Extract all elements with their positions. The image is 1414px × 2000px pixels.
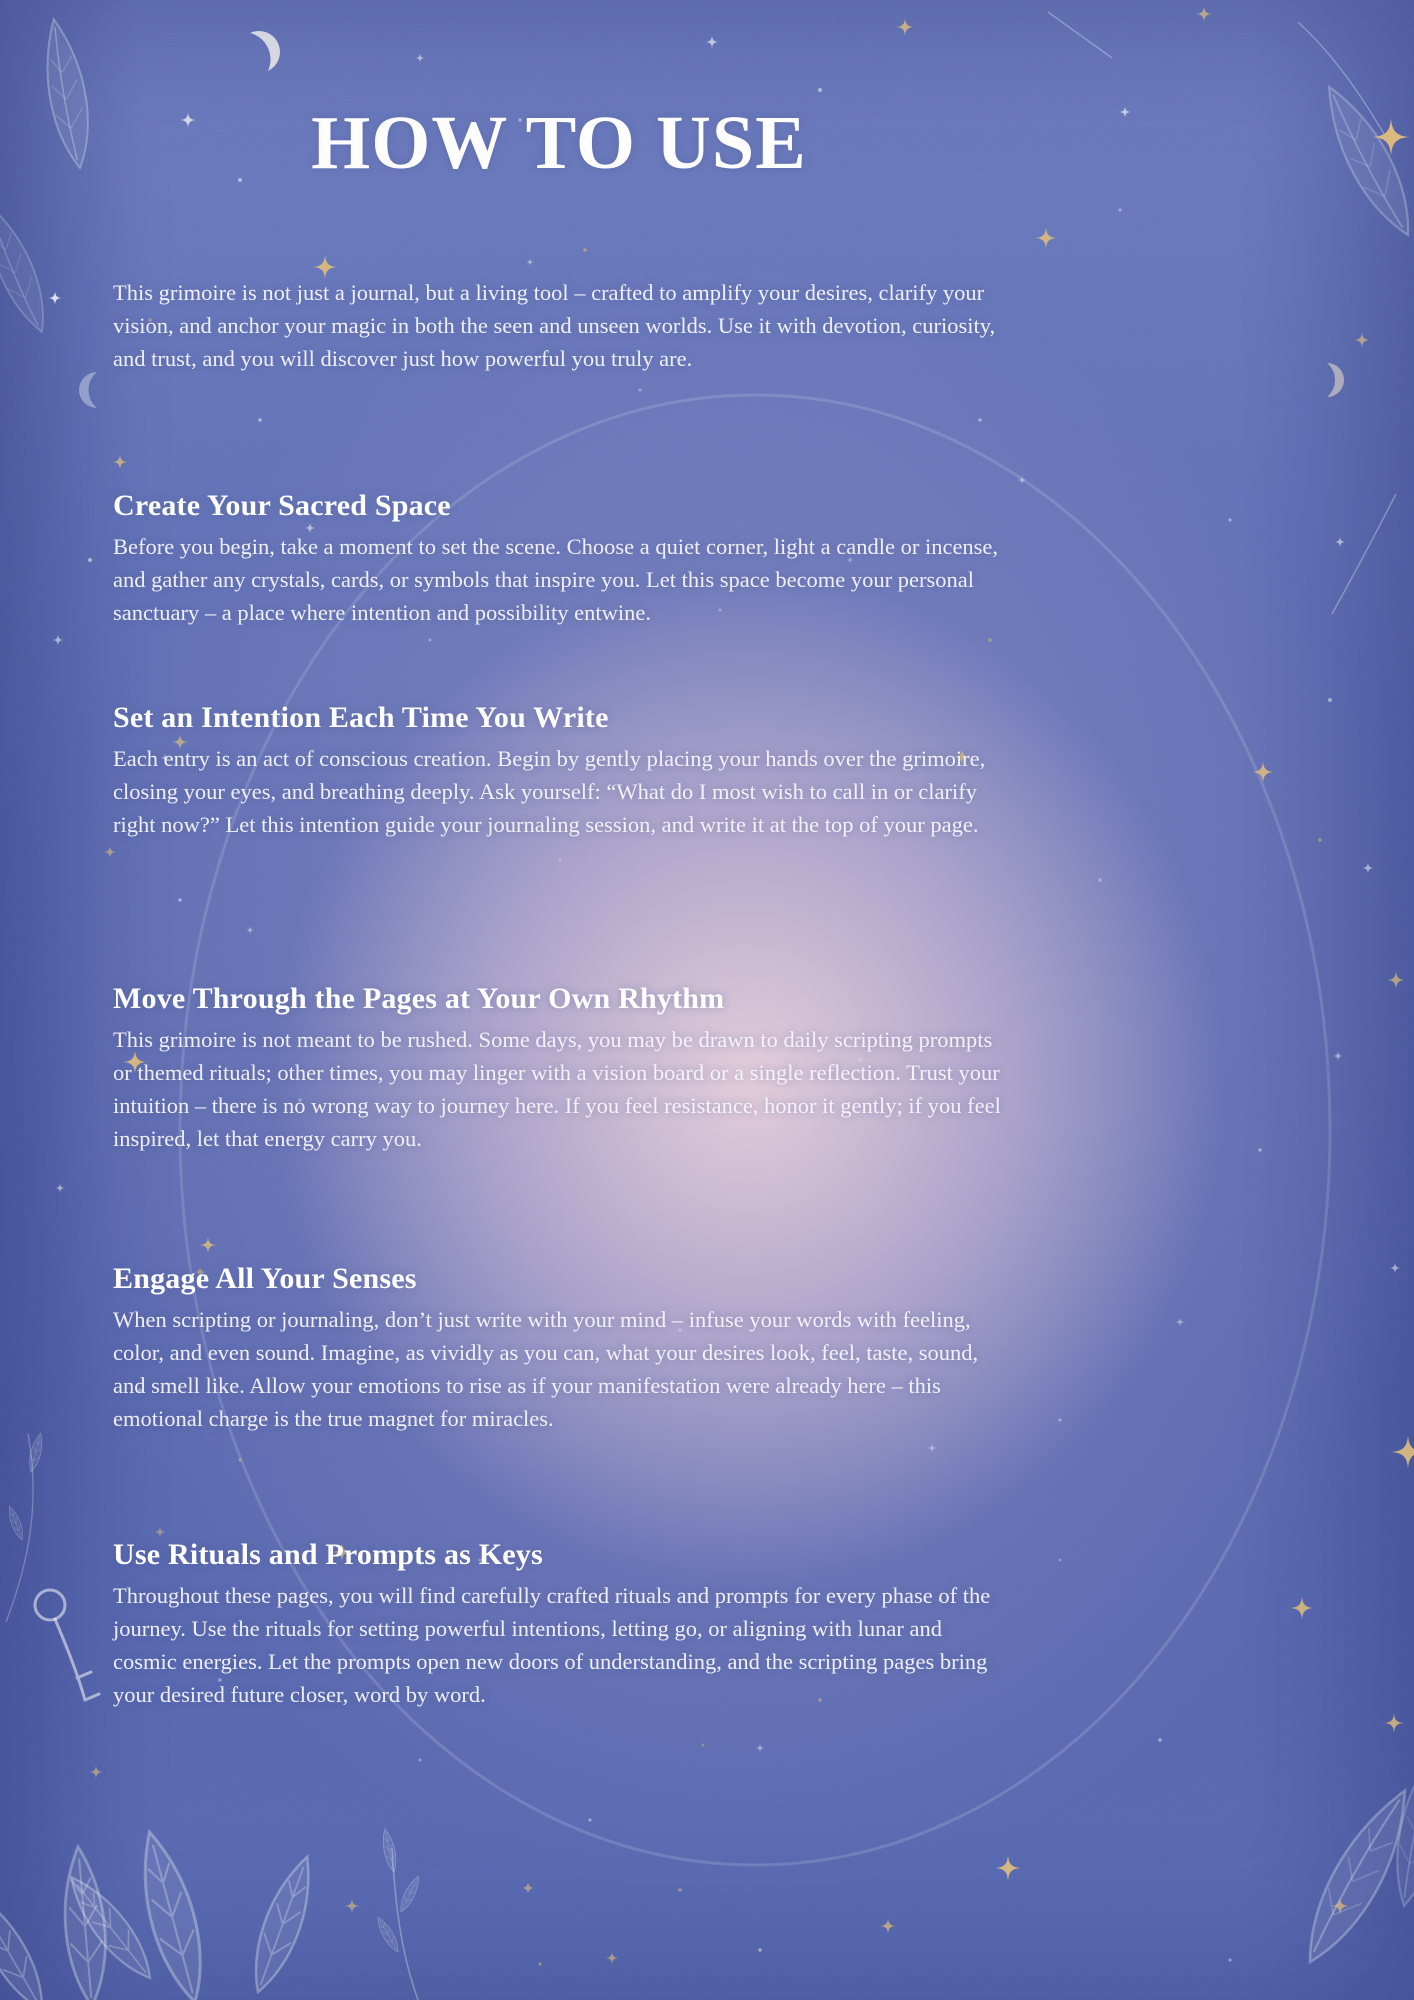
page-title: HOW TO USE: [311, 101, 807, 185]
section-set-intention: [113, 700, 1005, 841]
section-heading: Use Rituals and Prompts as Keys: [113, 1538, 543, 1571]
section-heading: Move Through the Pages at Your Own Rhythm: [113, 982, 725, 1015]
section-rituals-prompts: [113, 1537, 1005, 1711]
section-body: Before you begin, take a moment to set the scene. Choose a quiet corner, light a candle or incense, and gather any crystals, cards, or symbols that inspire you. Let this space become your personal sanctuary – a place where intention and possibility entwine.: [113, 534, 999, 625]
section-heading: Engage All Your Senses: [113, 1262, 417, 1295]
section-create-sacred-space: [113, 488, 1005, 629]
section-body: Throughout these pages, you will find carefully crafted rituals and prompts for every phase of the journey. Use the rituals for setting powerful intentions, letting go, or aligning with lunar and cosmic energies. Let the prompts open new doors of understanding, and the scripting pages bring your desired future closer, word by word.: [113, 1583, 991, 1707]
section-engage-senses: [113, 1261, 1005, 1435]
section-body: Each entry is an act of conscious creation. Begin by gently placing your hands over the grimoire, closing your eyes, and breathing deeply. Ask yourself: “What do I most wish to call in or clarify right now?” Let this intention guide your journaling session, and write it at the top of your page.: [113, 746, 986, 837]
intro-paragraph: This grimoire is not just a journal, but a living tool – crafted to amplify your desires, clarify your vision, and anchor your magic in both the seen and unseen worlds. Use it with devotion, curiosity, and trust, and you will discover just how powerful you truly are.: [113, 280, 996, 371]
section-body: When scripting or journaling, don’t just write with your mind – infuse your words with feeling, color, and even sound. Imagine, as vividly as you can, what your desires look, feel, taste, sound, and smell like. Allow your emotions to rise as if your manifestation were already here – this emotional charge is the true magnet for miracles.: [113, 1307, 979, 1431]
section-own-rhythm: [113, 981, 1005, 1155]
section-heading: Set an Intention Each Time You Write: [113, 701, 609, 734]
section-body: This grimoire is not meant to be rushed. Some days, you may be drawn to daily scripting prompts or themed rituals; other times, you may linger with a vision board or a single reflection. Trust your intuition – there is no wrong way to journey here. If you feel resistance, honor it gently; if you feel inspired, let that energy carry you.: [113, 1027, 1001, 1151]
section-heading: Create Your Sacred Space: [113, 489, 451, 522]
